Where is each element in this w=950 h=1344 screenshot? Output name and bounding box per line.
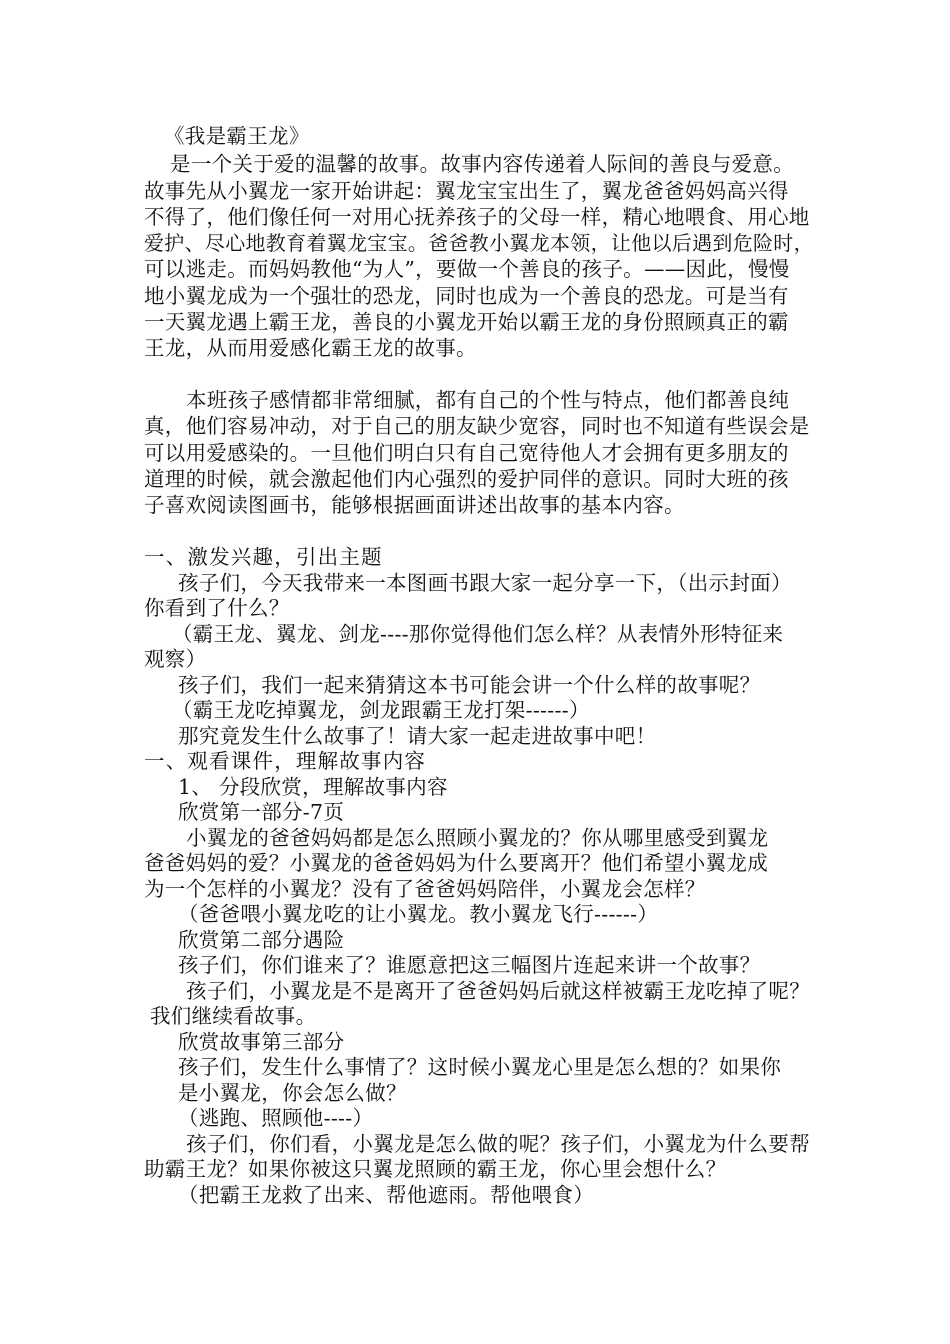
intro-line: 王龙，从而用爱感化霸王龙的故事。 xyxy=(144,336,477,360)
section2-line: （爸爸喂小翼龙吃的让小翼龙。教小翼龙飞行------） xyxy=(178,902,659,926)
section1-line: （霸王龙、翼龙、剑龙----那你觉得他们怎么样？从表情外形特征来 xyxy=(172,622,784,646)
intro-line: 一天翼龙遇上霸王龙，善良的小翼龙开始以霸王龙的身份照顾真正的霸 xyxy=(144,310,789,334)
intro-line: 可以逃走。而妈妈教他“为人”，要做一个善良的孩子。——因此，慢慢 xyxy=(144,257,790,281)
intro-line: 是一个关于爱的温馨的故事。故事内容传递着人际间的善良与爱意。 xyxy=(170,152,794,176)
section2-line: （逃跑、照顾他----） xyxy=(178,1106,374,1130)
section2-line: 我们继续看故事。 xyxy=(150,1004,317,1028)
section-heading: 一、观看课件，理解故事内容 xyxy=(144,749,427,773)
class-analysis-line: 可以用爱感染的。一旦他们明白只有自己宽待他人才会拥有更多朋友的 xyxy=(144,441,789,465)
section2-line: （把霸王龙救了出来、帮他遮雨。帮他喂食） xyxy=(178,1183,594,1207)
section2-line: 小翼龙的爸爸妈妈都是怎么照顾小翼龙的？你从哪里感受到翼龙 xyxy=(186,826,769,850)
section1-line: 孩子们，今天我带来一本图画书跟大家一起分享一下，（出示封面） xyxy=(178,571,792,595)
section2-line: 欣赏第二部分遇险 xyxy=(178,928,345,952)
section2-line: 爸爸妈妈的爱？小翼龙的爸爸妈妈为什么要离开？他们希望小翼龙成 xyxy=(144,851,768,875)
section2-line: 孩子们，你们谁来了？谁愿意把这三幅图片连起来讲一个故事？ xyxy=(178,953,761,977)
section2-line: 孩子们，你们看，小翼龙是怎么做的呢？孩子们，小翼龙为什么要帮 xyxy=(186,1132,810,1156)
class-analysis-line: 子喜欢阅读图画书，能够根据画面讲述出故事的基本内容。 xyxy=(144,493,685,517)
document-title: 《我是霸王龙》 xyxy=(164,124,310,148)
section-heading: 一、激发兴趣，引出主题 xyxy=(144,545,383,569)
intro-line: 地小翼龙成为一个强壮的恐龙，同时也成为一个善良的恐龙。可是当有 xyxy=(144,284,789,308)
intro-line: 故事先从小翼龙一家开始讲起：翼龙宝宝出生了，翼龙爸爸妈妈高兴得 xyxy=(144,179,789,203)
section1-line: （霸王龙吃掉翼龙，剑龙跟霸王龙打架------） xyxy=(172,698,590,722)
class-analysis-line: 道理的时候，就会激起他们内心强烈的爱护同伴的意识。同时大班的孩 xyxy=(144,467,789,491)
section2-line: 孩子们，发生什么事情了？这时候小翼龙心里是怎么想的？如果你 xyxy=(178,1055,782,1079)
class-analysis-line: 本班孩子感情都非常细腻，都有自己的个性与特点，他们都善良纯 xyxy=(186,388,790,412)
section1-line: 你看到了什么？ xyxy=(144,596,290,620)
intro-line: 不得了，他们像任何一对用心抚养孩子的父母一样，精心地喂食、用心地 xyxy=(144,205,810,229)
section2-line: 是小翼龙，你会怎么做？ xyxy=(178,1081,407,1105)
section2-line: 欣赏故事第三部分 xyxy=(178,1030,345,1054)
intro-line: 爱护、尽心地教育着翼龙宝宝。爸爸教小翼龙本领，让他以后遇到危险时， xyxy=(144,231,814,255)
section1-line: 孩子们，我们一起来猜猜这本书可能会讲一个什么样的故事呢？ xyxy=(178,673,761,697)
section2-line: 欣赏第一部分-7页 xyxy=(178,800,345,824)
section2-line: 孩子们，小翼龙是不是离开了爸爸妈妈后就这样被霸王龙吃掉了呢？ xyxy=(186,979,810,1003)
section1-line: 那究竟发生什么故事了！请大家一起走进故事中吧！ xyxy=(178,724,657,748)
section2-line: 为一个怎样的小翼龙？没有了爸爸妈妈陪伴，小翼龙会怎样？ xyxy=(144,877,706,901)
class-analysis-line: 真，他们容易冲动，对于自己的朋友缺少宽容，同时也不知道有些误会是 xyxy=(144,414,810,438)
section2-line: 1、 分段欣赏，理解故事内容 xyxy=(178,775,448,799)
section2-line: 助霸王龙？如果你被这只翼龙照顾的霸王龙，你心里会想什么？ xyxy=(144,1157,727,1181)
section1-line: 观察） xyxy=(144,647,207,671)
